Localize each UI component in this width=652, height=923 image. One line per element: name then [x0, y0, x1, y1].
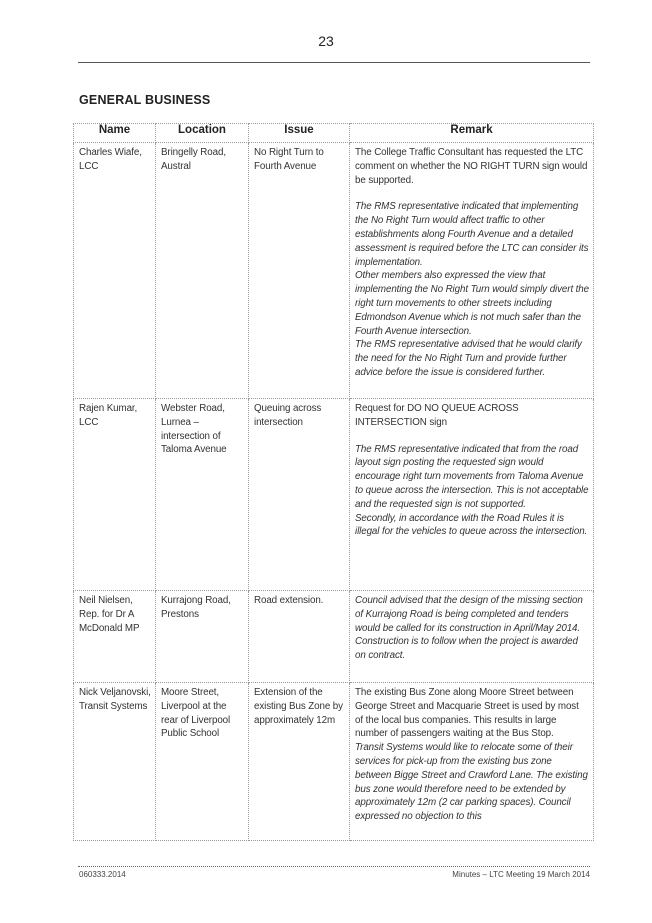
remark-paragraph: The RMS representative advised that he would clarify the need for the No Right Turn and provide further advice before the issue is considered further. [355, 339, 582, 378]
remark-paragraph: Secondly, in accordance with the Road Rules it is illegal for the vehicles to queue across the intersection. [355, 512, 588, 538]
cell-issue: Queuing across intersection [249, 399, 350, 591]
cell-location: Bringelly Road, Austral [156, 143, 249, 399]
header-remark: Remark [350, 124, 594, 143]
header-issue: Issue [249, 124, 350, 143]
cell-location: Moore Street, Liverpool at the rear of Liverpool Public School [156, 683, 249, 841]
table-row [74, 399, 594, 591]
remark-paragraph: Council advised that the design of the missing section of Kurrajong Road is being completed and tenders would be called for its construction in April/May 2014. Construction is to follow when the project is awarded on contract. [355, 595, 583, 662]
cell-location: Kurrajong Road, Prestons [156, 591, 249, 683]
header-rule [78, 62, 590, 63]
cell-name: Charles Wiafe, LCC [74, 143, 156, 399]
table-row [74, 143, 594, 399]
cell-issue: Road extension. [249, 591, 350, 683]
cell-name: Neil Nielsen, Rep. for Dr A McDonald MP [74, 591, 156, 683]
page-number: 23 [318, 33, 334, 49]
header-name: Name [74, 124, 156, 143]
table-row [74, 591, 594, 683]
cell-issue: No Right Turn to Fourth Avenue [249, 143, 350, 399]
cell-issue: Extension of the existing Bus Zone by approximately 12m [249, 683, 350, 841]
section-title: GENERAL BUSINESS [79, 93, 211, 107]
remark-paragraph: Request for DO NO QUEUE ACROSS INTERSECTION sign [355, 403, 519, 428]
table-row [74, 683, 594, 841]
cell-remark [350, 591, 594, 683]
remark-paragraph: The RMS representative indicated that from the road layout sign posting the requested sign would encourage right turn movements from Taloma Avenue to queue across the intersection. This is not acceptable and the requested sign is not supported. [355, 443, 589, 510]
header-location: Location [156, 124, 249, 143]
footer-meeting-title: Minutes – LTC Meeting 19 March 2014 [452, 870, 590, 879]
cell-name: Rajen Kumar, LCC [74, 399, 156, 591]
paragraph-gap [355, 430, 589, 443]
footer-rule [78, 866, 590, 867]
paragraph-gap [355, 187, 589, 200]
remark-paragraph: The RMS representative indicated that implementing the No Right Turn would affect traffic to other establishments along Fourth Avenue and a detailed assessment is required before the LTC can consider its implementation. [355, 201, 589, 268]
remark-paragraph: Other members also expressed the view that implementing the No Right Turn would simply divert the right turn movements to other streets including Edmondson Avenue which is not much safer than the Fourth Avenue intersection. [355, 270, 590, 337]
cell-name: Nick Veljanovski, Transit Systems [74, 683, 156, 841]
footer-reference: 060333.2014 [79, 870, 126, 879]
remark-paragraph: Transit Systems would like to relocate some of their services for pick-up from the existing bus zone between Bigge Street and Crawford Lane. The existing bus zone would therefore need to be extended by approximately 12m (2 car parking spaces). Council expressed no objection to this [355, 742, 588, 823]
table-header-row [74, 124, 594, 143]
remark-paragraph: The College Traffic Consultant has requested the LTC comment on whether the NO RIGHT TURN sign would be supported. [355, 147, 588, 186]
remark-paragraph: The existing Bus Zone along Moore Street between George Street and Macquarie Street is used by most of the local bus companies. This results in large number of passengers waiting at the Bus Stop. [355, 687, 579, 740]
cell-location: Webster Road, Lurnea – intersection of Taloma Avenue [156, 399, 249, 591]
cell-remark [350, 683, 594, 841]
general-business-table [73, 123, 594, 841]
cell-remark [350, 143, 594, 399]
cell-remark [350, 399, 594, 591]
